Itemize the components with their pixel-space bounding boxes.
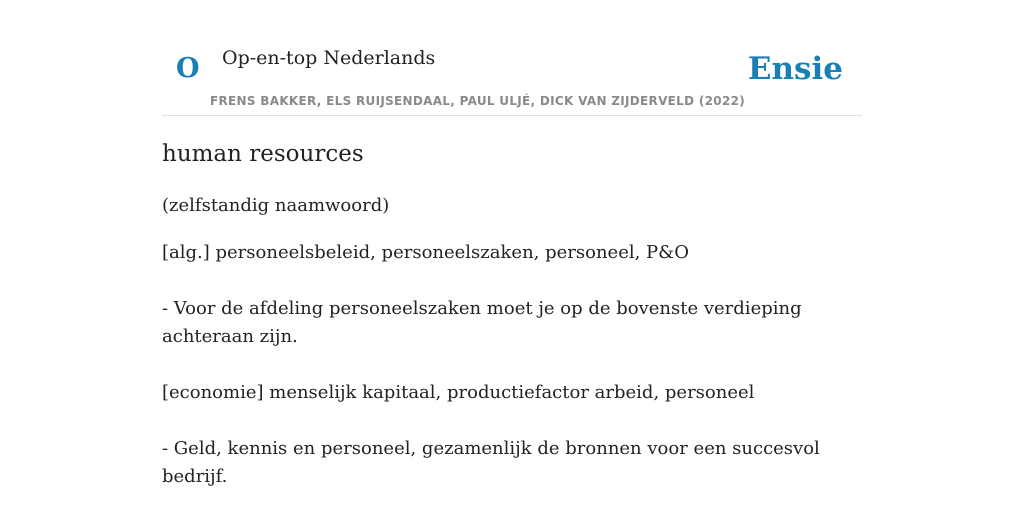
ensie-logo[interactable]: Ensie <box>747 51 843 87</box>
entry-card <box>162 0 862 487</box>
entry-header <box>162 0 862 116</box>
source-letter-icon[interactable]: O <box>176 53 200 84</box>
definition-line: [alg.] personeelsbeleid, personeelszaken, personeel, P&O <box>162 242 689 263</box>
example-line: - Voor de afdeling personeelszaken moet je op de bovenste verdieping achteraan zijn. <box>162 298 802 347</box>
word-class: (zelfstandig naamwoord) <box>162 195 390 216</box>
source-authors: FRENS BAKKER, ELS RUIJSENDAAL, PAUL ULJÉ, DICK VAN ZIJDERVELD (2022) <box>210 94 746 108</box>
source-title[interactable]: Op-en-top Nederlands <box>222 47 436 69</box>
example-line: - Geld, kennis en personeel, gezamenlijk de bronnen voor een succesvol bedrijf. <box>162 438 820 487</box>
entry-title: human resources <box>162 141 364 167</box>
definition-line: [economie] menselijk kapitaal, productiefactor arbeid, personeel <box>162 382 755 403</box>
